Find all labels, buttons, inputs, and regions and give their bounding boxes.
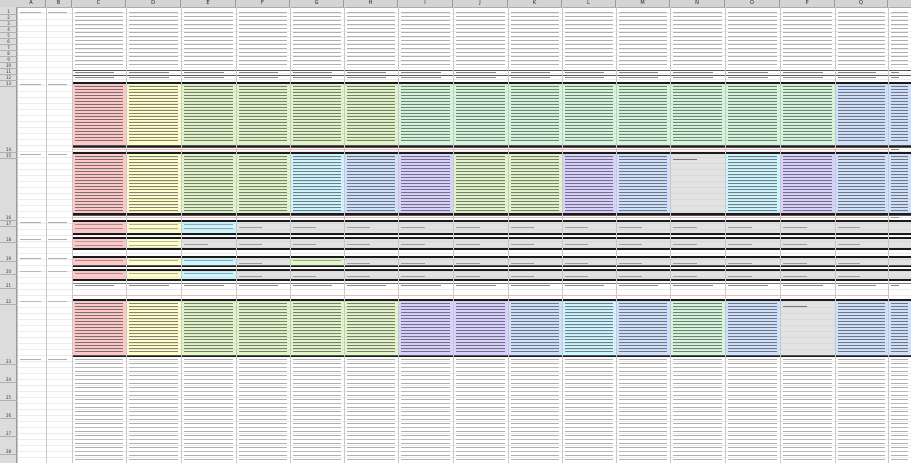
column-header-l[interactable]: L bbox=[562, 0, 616, 7]
cell-text bbox=[838, 156, 885, 211]
pink-separator bbox=[72, 149, 888, 150]
cell-text bbox=[838, 12, 885, 68]
cell-text bbox=[673, 285, 713, 287]
cell-text bbox=[239, 285, 278, 287]
row-gridline bbox=[17, 439, 911, 440]
highlighted-cell[interactable] bbox=[291, 237, 344, 250]
row-gridline bbox=[17, 139, 911, 140]
column-header-i[interactable]: I bbox=[398, 0, 453, 7]
cell-text bbox=[347, 303, 395, 353]
highlighted-cell[interactable] bbox=[237, 237, 290, 250]
cell-text bbox=[565, 285, 604, 287]
row-gridline bbox=[17, 367, 911, 368]
row-header[interactable]: 18 bbox=[5, 237, 12, 242]
cell-text bbox=[673, 159, 697, 162]
cell-text bbox=[565, 12, 613, 68]
row-gridline bbox=[17, 61, 911, 62]
row-gridline bbox=[17, 163, 911, 164]
row-header[interactable]: 22 bbox=[5, 299, 12, 304]
cell-text bbox=[511, 156, 559, 211]
row-header[interactable]: 6 bbox=[7, 39, 10, 44]
row-gridline bbox=[17, 289, 911, 290]
row-gridline bbox=[17, 421, 911, 422]
row-divider bbox=[0, 274, 17, 275]
cell-text bbox=[293, 156, 341, 211]
column-header-p[interactable]: P bbox=[780, 0, 835, 7]
column-header-n[interactable]: N bbox=[670, 0, 725, 7]
row-header[interactable]: 7 bbox=[7, 45, 10, 50]
row-header[interactable]: 19 bbox=[5, 256, 12, 261]
row-gridline bbox=[17, 79, 911, 80]
cell-text bbox=[401, 303, 450, 353]
cell-text bbox=[239, 12, 287, 68]
row-gridline bbox=[17, 181, 911, 182]
row-header[interactable]: 11 bbox=[5, 69, 12, 74]
header-strip-cell[interactable] bbox=[726, 283, 780, 293]
row-divider bbox=[0, 86, 17, 87]
row-gridline bbox=[17, 127, 911, 128]
header-strip-cell[interactable] bbox=[781, 283, 835, 293]
cell-text bbox=[184, 156, 233, 211]
header-strip-cell[interactable] bbox=[399, 283, 453, 293]
row-header[interactable]: 28 bbox=[5, 449, 12, 454]
highlighted-cell[interactable] bbox=[726, 237, 780, 250]
column-header-m[interactable]: M bbox=[616, 0, 670, 7]
row-header[interactable]: 2 bbox=[7, 15, 10, 20]
row-gridline bbox=[17, 451, 911, 452]
row-gridline bbox=[17, 193, 911, 194]
row-divider bbox=[0, 242, 17, 243]
cell-text bbox=[891, 303, 908, 353]
row-gridline bbox=[17, 277, 911, 278]
row-gridline bbox=[17, 391, 911, 392]
row-gridline bbox=[17, 343, 911, 344]
cell-text bbox=[891, 156, 908, 211]
cell-text bbox=[239, 156, 287, 211]
cell-text bbox=[783, 285, 823, 287]
row-header[interactable]: 25 bbox=[5, 395, 12, 400]
header-strip-cell[interactable] bbox=[237, 283, 290, 293]
cell-text bbox=[783, 12, 832, 68]
header-strip-cell[interactable] bbox=[563, 283, 616, 293]
row-header[interactable]: 10 bbox=[5, 63, 12, 68]
column-header-g[interactable]: G bbox=[290, 0, 344, 7]
row-header[interactable]: 20 bbox=[5, 269, 12, 274]
row-gridline bbox=[17, 13, 911, 14]
cell-text bbox=[184, 12, 233, 68]
row-gridline bbox=[17, 55, 911, 56]
highlighted-cell[interactable] bbox=[781, 237, 835, 250]
cell-text bbox=[511, 12, 559, 68]
row-header-column bbox=[0, 7, 17, 463]
cell-text bbox=[293, 12, 341, 68]
row-header[interactable]: 1 bbox=[7, 9, 10, 14]
row-gridline bbox=[17, 259, 911, 260]
highlighted-cell[interactable] bbox=[509, 237, 562, 250]
row-gridline bbox=[17, 229, 911, 230]
cell-text bbox=[347, 156, 395, 211]
column-header-k[interactable]: K bbox=[508, 0, 562, 7]
header-strip-cell[interactable] bbox=[509, 283, 562, 293]
row-gridline bbox=[17, 373, 911, 374]
row-gridline bbox=[17, 157, 911, 158]
row-gridline bbox=[17, 187, 911, 188]
cell-text bbox=[891, 285, 899, 287]
highlighted-cell[interactable] bbox=[563, 237, 616, 250]
row-header[interactable]: 4 bbox=[7, 27, 10, 32]
row-divider bbox=[0, 436, 17, 437]
cell-text bbox=[838, 285, 876, 287]
row-gridline bbox=[17, 31, 911, 32]
row-gridline bbox=[17, 433, 911, 434]
row-label-cell[interactable] bbox=[18, 237, 44, 247]
row-divider bbox=[0, 454, 17, 455]
column-header-b[interactable]: B bbox=[46, 0, 72, 7]
row-label-cell[interactable] bbox=[18, 357, 44, 367]
cell-text bbox=[511, 303, 559, 353]
row-gridline bbox=[17, 205, 911, 206]
row-gridline bbox=[17, 235, 911, 236]
row-header[interactable]: 9 bbox=[7, 57, 10, 62]
cell-text bbox=[619, 303, 667, 353]
row-gridline bbox=[17, 199, 911, 200]
row-header[interactable]: 5 bbox=[7, 33, 10, 38]
row-divider bbox=[0, 226, 17, 227]
cell-text bbox=[456, 156, 505, 211]
header-strip-cell[interactable] bbox=[345, 283, 398, 293]
cell-text bbox=[728, 303, 777, 353]
row-gridline bbox=[17, 223, 911, 224]
highlighted-cell[interactable] bbox=[182, 237, 236, 250]
cell-text bbox=[129, 260, 178, 263]
row-gridline bbox=[17, 445, 911, 446]
column-header-a[interactable]: A bbox=[17, 0, 46, 7]
row-gridline bbox=[17, 121, 911, 122]
cell-text bbox=[129, 285, 169, 287]
cell-text bbox=[239, 303, 287, 353]
row-header[interactable]: 8 bbox=[7, 51, 10, 56]
row-gridline bbox=[17, 415, 911, 416]
highlighted-cell[interactable] bbox=[617, 237, 670, 250]
row-gridline bbox=[17, 211, 911, 212]
column-header-e[interactable]: E bbox=[181, 0, 236, 7]
cell-text bbox=[75, 156, 123, 211]
highlighted-cell[interactable] bbox=[889, 237, 911, 250]
row-gridline bbox=[17, 7, 911, 8]
row-gridline bbox=[17, 103, 911, 104]
header-strip-cell[interactable] bbox=[454, 283, 508, 293]
highlighted-cell[interactable] bbox=[345, 237, 398, 250]
cell-text bbox=[456, 303, 505, 353]
cell-text bbox=[728, 285, 768, 287]
row-gridline bbox=[17, 253, 911, 254]
cell-text bbox=[619, 285, 658, 287]
row-gridline bbox=[17, 349, 911, 350]
cell-text bbox=[293, 285, 332, 287]
highlighted-cell[interactable] bbox=[127, 237, 181, 250]
cell-text bbox=[184, 303, 233, 353]
cell-text bbox=[565, 156, 613, 211]
cell-text bbox=[75, 260, 123, 263]
cell-text bbox=[75, 12, 123, 68]
cell-text bbox=[456, 12, 505, 68]
row-gridline bbox=[17, 241, 911, 242]
row-header[interactable]: 15 bbox=[5, 153, 12, 158]
cell-text bbox=[619, 156, 667, 211]
row-gridline bbox=[17, 247, 911, 248]
row-gridline bbox=[17, 361, 911, 362]
row-gridline bbox=[17, 325, 911, 326]
cell-text bbox=[401, 12, 450, 68]
cell-text bbox=[75, 303, 123, 353]
cell-text bbox=[129, 12, 178, 68]
row-header[interactable]: 16 bbox=[5, 215, 12, 220]
column-header-h[interactable]: H bbox=[344, 0, 398, 7]
cell-text bbox=[75, 285, 114, 287]
row-gridline bbox=[17, 109, 911, 110]
cell-text bbox=[184, 260, 233, 263]
row-divider bbox=[0, 288, 17, 289]
highlighted-cell[interactable] bbox=[399, 237, 453, 250]
cell-text bbox=[401, 156, 450, 211]
cell-text bbox=[891, 12, 908, 68]
cell-text bbox=[838, 303, 885, 353]
cell-text bbox=[728, 12, 777, 68]
row-divider bbox=[0, 158, 17, 159]
row-gridline bbox=[17, 301, 911, 302]
row-gridline bbox=[17, 385, 911, 386]
cell-text bbox=[673, 12, 722, 68]
row-header[interactable]: 14 bbox=[5, 147, 12, 152]
row-gridline bbox=[17, 265, 911, 266]
cell-text bbox=[511, 285, 550, 287]
column-header-q[interactable]: Q bbox=[835, 0, 888, 7]
row-gridline bbox=[17, 307, 911, 308]
row-divider bbox=[0, 400, 17, 401]
cell-text bbox=[129, 156, 178, 211]
row-header[interactable]: 27 bbox=[5, 431, 12, 436]
row-gridline bbox=[17, 319, 911, 320]
column-header-o[interactable]: O bbox=[725, 0, 780, 7]
row-gridline bbox=[17, 397, 911, 398]
row-gridline bbox=[17, 115, 911, 116]
cell-text bbox=[673, 303, 722, 353]
row-gridline bbox=[17, 331, 911, 332]
row-header[interactable]: 21 bbox=[5, 283, 12, 288]
row-gridline bbox=[17, 169, 911, 170]
row-divider bbox=[0, 261, 17, 262]
highlighted-cell[interactable] bbox=[836, 237, 888, 250]
row-gridline bbox=[17, 379, 911, 380]
row-gridline bbox=[17, 175, 911, 176]
column-header-f[interactable]: F bbox=[236, 0, 290, 7]
header-strip-cell[interactable] bbox=[182, 283, 236, 293]
row-label-cell[interactable] bbox=[46, 357, 70, 367]
row-header[interactable]: 24 bbox=[5, 377, 12, 382]
row-divider bbox=[0, 304, 17, 305]
row-gridline bbox=[17, 73, 911, 74]
header-strip-cell[interactable] bbox=[291, 283, 344, 293]
row-divider bbox=[0, 382, 17, 383]
header-strip-cell[interactable] bbox=[836, 283, 888, 293]
row-gridline bbox=[17, 283, 911, 284]
row-gridline bbox=[17, 427, 911, 428]
row-header[interactable]: 23 bbox=[5, 359, 12, 364]
cell-text bbox=[456, 285, 496, 287]
header-strip-cell[interactable] bbox=[617, 283, 670, 293]
row-divider bbox=[0, 418, 17, 419]
row-header[interactable]: 13 bbox=[5, 81, 12, 86]
row-gridline bbox=[17, 217, 911, 218]
cell-text bbox=[184, 285, 224, 287]
highlighted-cell[interactable] bbox=[671, 237, 725, 250]
row-gridline bbox=[17, 133, 911, 134]
row-gridline bbox=[17, 19, 911, 20]
row-gridline bbox=[17, 49, 911, 50]
cell-text bbox=[619, 12, 667, 68]
column-header-d[interactable]: D bbox=[126, 0, 181, 7]
row-gridline bbox=[17, 67, 911, 68]
highlighted-cell[interactable] bbox=[73, 237, 126, 250]
header-strip-cell[interactable] bbox=[671, 283, 725, 293]
cell-text bbox=[293, 303, 341, 353]
column-header-c[interactable]: C bbox=[72, 0, 126, 7]
cell-text bbox=[783, 156, 832, 211]
header-strip-cell[interactable] bbox=[127, 283, 181, 293]
cell-text bbox=[565, 303, 613, 353]
row-gridline bbox=[17, 457, 911, 458]
row-header[interactable]: 17 bbox=[5, 221, 12, 226]
row-gridline bbox=[17, 271, 911, 272]
header-strip-cell[interactable] bbox=[73, 283, 126, 293]
row-gridline bbox=[17, 403, 911, 404]
cell-text bbox=[347, 285, 386, 287]
row-gridline bbox=[17, 25, 911, 26]
row-gridline bbox=[17, 313, 911, 314]
row-header[interactable]: 12 bbox=[5, 75, 12, 80]
row-gridline bbox=[17, 295, 911, 296]
cell-text bbox=[728, 156, 777, 211]
cell-text bbox=[401, 285, 441, 287]
row-label-cell[interactable] bbox=[46, 237, 70, 247]
row-gridline bbox=[17, 85, 911, 86]
row-gridline bbox=[17, 97, 911, 98]
row-gridline bbox=[17, 43, 911, 44]
row-header[interactable]: 3 bbox=[7, 21, 10, 26]
row-header[interactable]: 26 bbox=[5, 413, 12, 418]
row-gridline bbox=[17, 145, 911, 146]
column-header-j[interactable]: J bbox=[453, 0, 508, 7]
header-strip-cell[interactable] bbox=[889, 283, 911, 293]
cell-text bbox=[129, 303, 178, 353]
row-gridline bbox=[17, 409, 911, 410]
highlighted-cell[interactable] bbox=[454, 237, 508, 250]
row-gridline bbox=[17, 355, 911, 356]
cell-text bbox=[293, 260, 341, 263]
cell-grid[interactable] bbox=[17, 7, 911, 463]
row-divider bbox=[0, 364, 17, 365]
row-gridline bbox=[17, 151, 911, 152]
row-gridline bbox=[17, 91, 911, 92]
row-gridline bbox=[17, 37, 911, 38]
cell-text bbox=[347, 12, 395, 68]
row-gridline bbox=[17, 337, 911, 338]
